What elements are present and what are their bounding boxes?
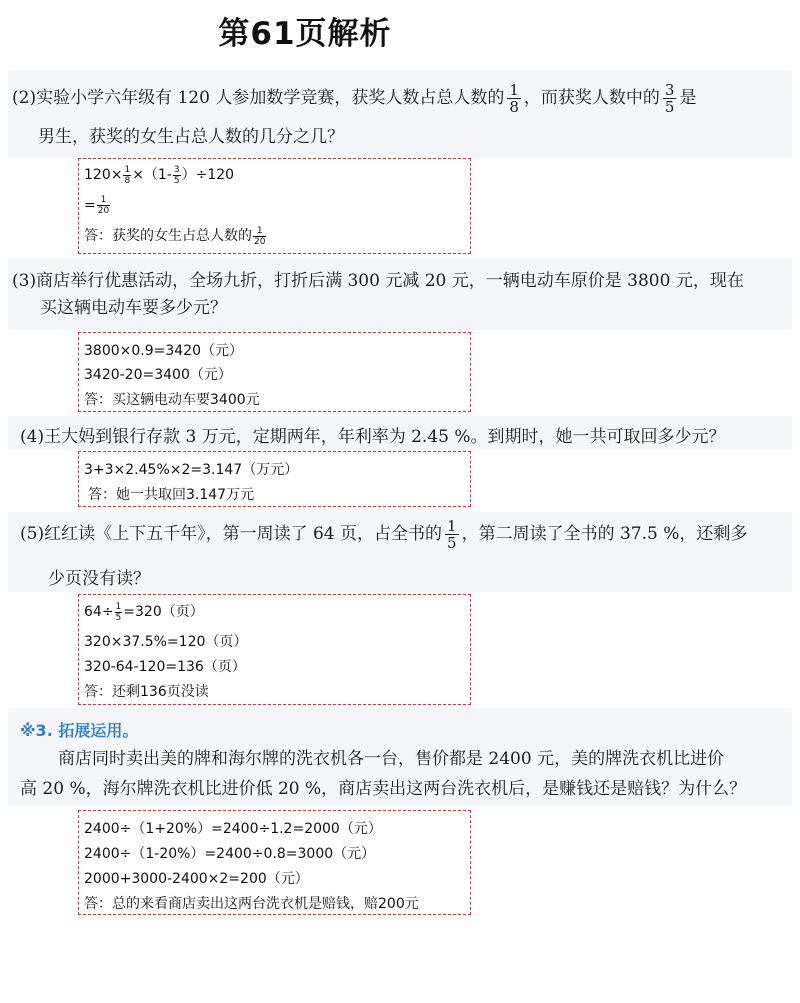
answer-line: 答：获奖的女生占总人数的 $\frac{1}{20}$	[84, 225, 266, 247]
section-3-line-1: 商店同时卖出美的牌和海尔牌的洗衣机各一台，售价都是 2400 元，美的牌洗衣机比进价	[58, 749, 725, 769]
fraction: $\frac{1}{20}$	[254, 225, 266, 247]
answer-box-5	[78, 594, 471, 705]
question-4	[8, 416, 792, 450]
question-2-line-2: 男生，获奖的女生占总人数的几分之几？	[38, 127, 344, 147]
fraction: $\frac{1}{8}$	[509, 81, 519, 116]
answer-box-3	[78, 332, 471, 412]
answer-line: 3420-20=3400（元）	[84, 367, 232, 383]
answer-box-2	[78, 158, 471, 254]
question-3	[8, 258, 792, 330]
answer-line: 120× $\frac{1}{8}$ ×（1- $\frac{3}{5}$ ）÷120	[84, 164, 235, 186]
section-3	[8, 708, 792, 806]
question-5-line-2: 少页没有读？	[48, 569, 150, 589]
answer-line: 答：买这辆电动车要3400元	[84, 392, 260, 408]
question-3-line-2: 买这辆电动车要多少元？	[40, 298, 227, 318]
answer-line: 2000+3000-2400×2=200（元）	[84, 871, 309, 887]
answer-box-6	[78, 810, 471, 915]
answer-line: 2400÷（1-20%）=2400÷0.8=3000（元）	[84, 846, 376, 862]
fraction: $\frac{1}{8}$	[124, 164, 131, 186]
answer-line: 3+3×2.45%×2=3.147（万元）	[84, 462, 299, 478]
answer-line: 3800×0.9=3420（元）	[84, 343, 243, 359]
question-2	[8, 70, 792, 158]
question-5	[8, 512, 792, 592]
fraction: $\frac{3}{5}$	[664, 81, 675, 116]
page-title: 第61页解析	[218, 16, 392, 52]
fraction: $\frac{3}{5}$	[173, 164, 180, 186]
fraction: $\frac{1}{20}$	[97, 195, 110, 216]
section-3-line-2: 高 20 %，海尔牌洗衣机比进价低 20 %，商店卖出这两台洗衣机后，是赚钱还是赔钱？为什么？	[20, 779, 747, 799]
question-4-line-1: (4)王大妈到银行存款 3 万元，定期两年，年利率为 2.45 %。到期时，她一共可取回多少元？	[20, 427, 726, 447]
fraction: $\frac{1}{5}$	[447, 517, 457, 552]
answer-line: = $\frac{1}{20}$	[84, 195, 110, 216]
fraction: $\frac{1}{5}$	[115, 601, 122, 623]
answer-line: 2400÷（1+20%）=2400÷1.2=2000（元）	[84, 821, 382, 837]
question-2-line-1: (2)实验小学六年级有 120 人参加数学竞赛，获奖人数占总人数的 $\frac{1}{8}$ ，而获奖人数中的 $\frac{3}{5}$ 是	[12, 81, 697, 116]
answer-line: 答：还剩136页没读	[84, 684, 209, 700]
question-3-line-1: (3)商店举行优惠活动，全场九折，打折后满 300 元减 20 元，一辆电动车原价是 3800 元，现在	[12, 271, 744, 291]
answer-line: 320-64-120=136（页）	[84, 659, 246, 675]
answer-line: 答：总的来看商店卖出这两台洗衣机是赔钱，赔200元	[84, 896, 419, 912]
answer-line: 64÷ $\frac{1}{5}$ =320（页）	[84, 601, 204, 623]
answer-line: 320×37.5%=120（页）	[84, 634, 248, 650]
question-5-line-1: (5)红红读《上下五千年》，第一周读了 64 页，占全书的 $\frac{1}{5}$ ，第二周读了全书的 37.5 %，还剩多	[20, 517, 748, 552]
answer-line: 答：她一共取回3.147万元	[88, 487, 255, 503]
answer-box-4	[78, 451, 471, 507]
section-3-heading: ※3. 拓展运用。	[20, 721, 139, 740]
